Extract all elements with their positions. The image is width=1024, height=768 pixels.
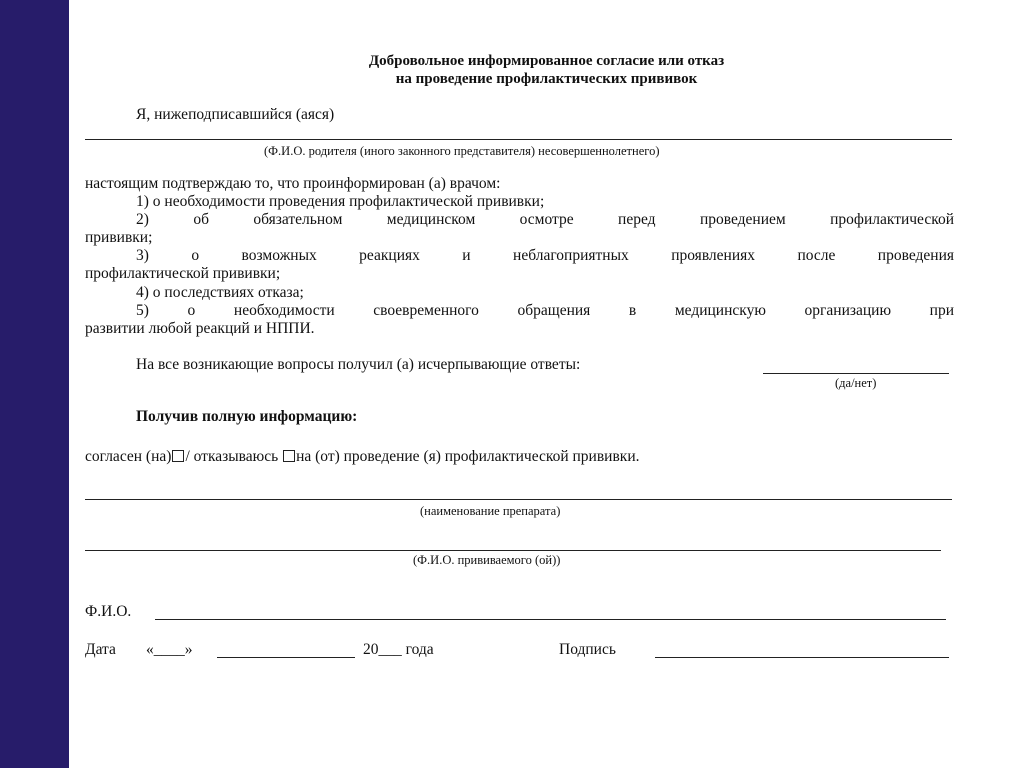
item-2-line-2: прививки; bbox=[85, 229, 153, 246]
form-title-line-2: на проведение профилактических прививок bbox=[395, 71, 698, 87]
side-band bbox=[0, 0, 69, 768]
refuse-text: / отказываюсь bbox=[185, 448, 283, 465]
questions-answer-line[interactable] bbox=[763, 373, 949, 374]
confirm-line: настоящим подтверждаю то, что проинформирован (а) врачом: bbox=[85, 175, 501, 192]
item-3-line-1: 3) о возможных реакциях и неблагоприятных проявлениях после проведения bbox=[136, 247, 954, 264]
vaccinee-name-line[interactable] bbox=[85, 550, 941, 551]
vaccinee-name-caption: (Ф.И.О. прививаемого (ой)) bbox=[413, 553, 561, 567]
drug-name-line[interactable] bbox=[85, 499, 952, 500]
form-title-line-1: Добровольное информированное согласие или отказ bbox=[368, 53, 725, 69]
refuse-checkbox[interactable] bbox=[283, 450, 295, 462]
signature-label: Подпись bbox=[559, 641, 616, 658]
fio-line[interactable] bbox=[155, 619, 946, 620]
date-year[interactable]: 20___ года bbox=[363, 641, 434, 658]
intro-text: Я, нижеподписавшийся (аяся) bbox=[136, 106, 335, 123]
item-5-line-2: развитии любой реакций и НППИ. bbox=[85, 320, 315, 337]
consent-form-page bbox=[69, 0, 1024, 768]
agree-text: согласен (на) bbox=[85, 448, 172, 465]
item-4: 4) о последствиях отказа; bbox=[136, 284, 304, 301]
parent-name-line[interactable] bbox=[85, 139, 952, 140]
questions-text: На все возникающие вопросы получил (а) исчерпывающие ответы: bbox=[136, 356, 581, 373]
item-2-line-1: 2) об обязательном медицинском осмотре перед проведением профилактической bbox=[136, 211, 954, 228]
full-info-heading: Получив полную информацию: bbox=[136, 408, 358, 425]
date-label: Дата bbox=[85, 641, 116, 658]
item-1: 1) о необходимости проведения профилактической прививки; bbox=[136, 193, 545, 210]
agree-checkbox[interactable] bbox=[172, 450, 184, 462]
signature-line[interactable] bbox=[655, 657, 949, 658]
date-day[interactable]: «____» bbox=[146, 641, 193, 658]
questions-caption: (да/нет) bbox=[835, 376, 877, 390]
date-month-line[interactable] bbox=[217, 657, 355, 658]
item-5-line-1: 5) о необходимости своевременного обращения в медицинскую организацию при bbox=[136, 302, 954, 319]
vaccination-text: на (от) проведение (я) профилактической прививки. bbox=[296, 448, 640, 465]
drug-name-caption: (наименование препарата) bbox=[420, 504, 561, 518]
fio-label: Ф.И.О. bbox=[85, 603, 132, 620]
parent-name-caption: (Ф.И.О. родителя (иного законного представителя) несовершеннолетнего) bbox=[264, 144, 660, 158]
agree-refuse-line bbox=[85, 448, 639, 466]
item-3-line-2: профилактической прививки; bbox=[85, 265, 281, 282]
